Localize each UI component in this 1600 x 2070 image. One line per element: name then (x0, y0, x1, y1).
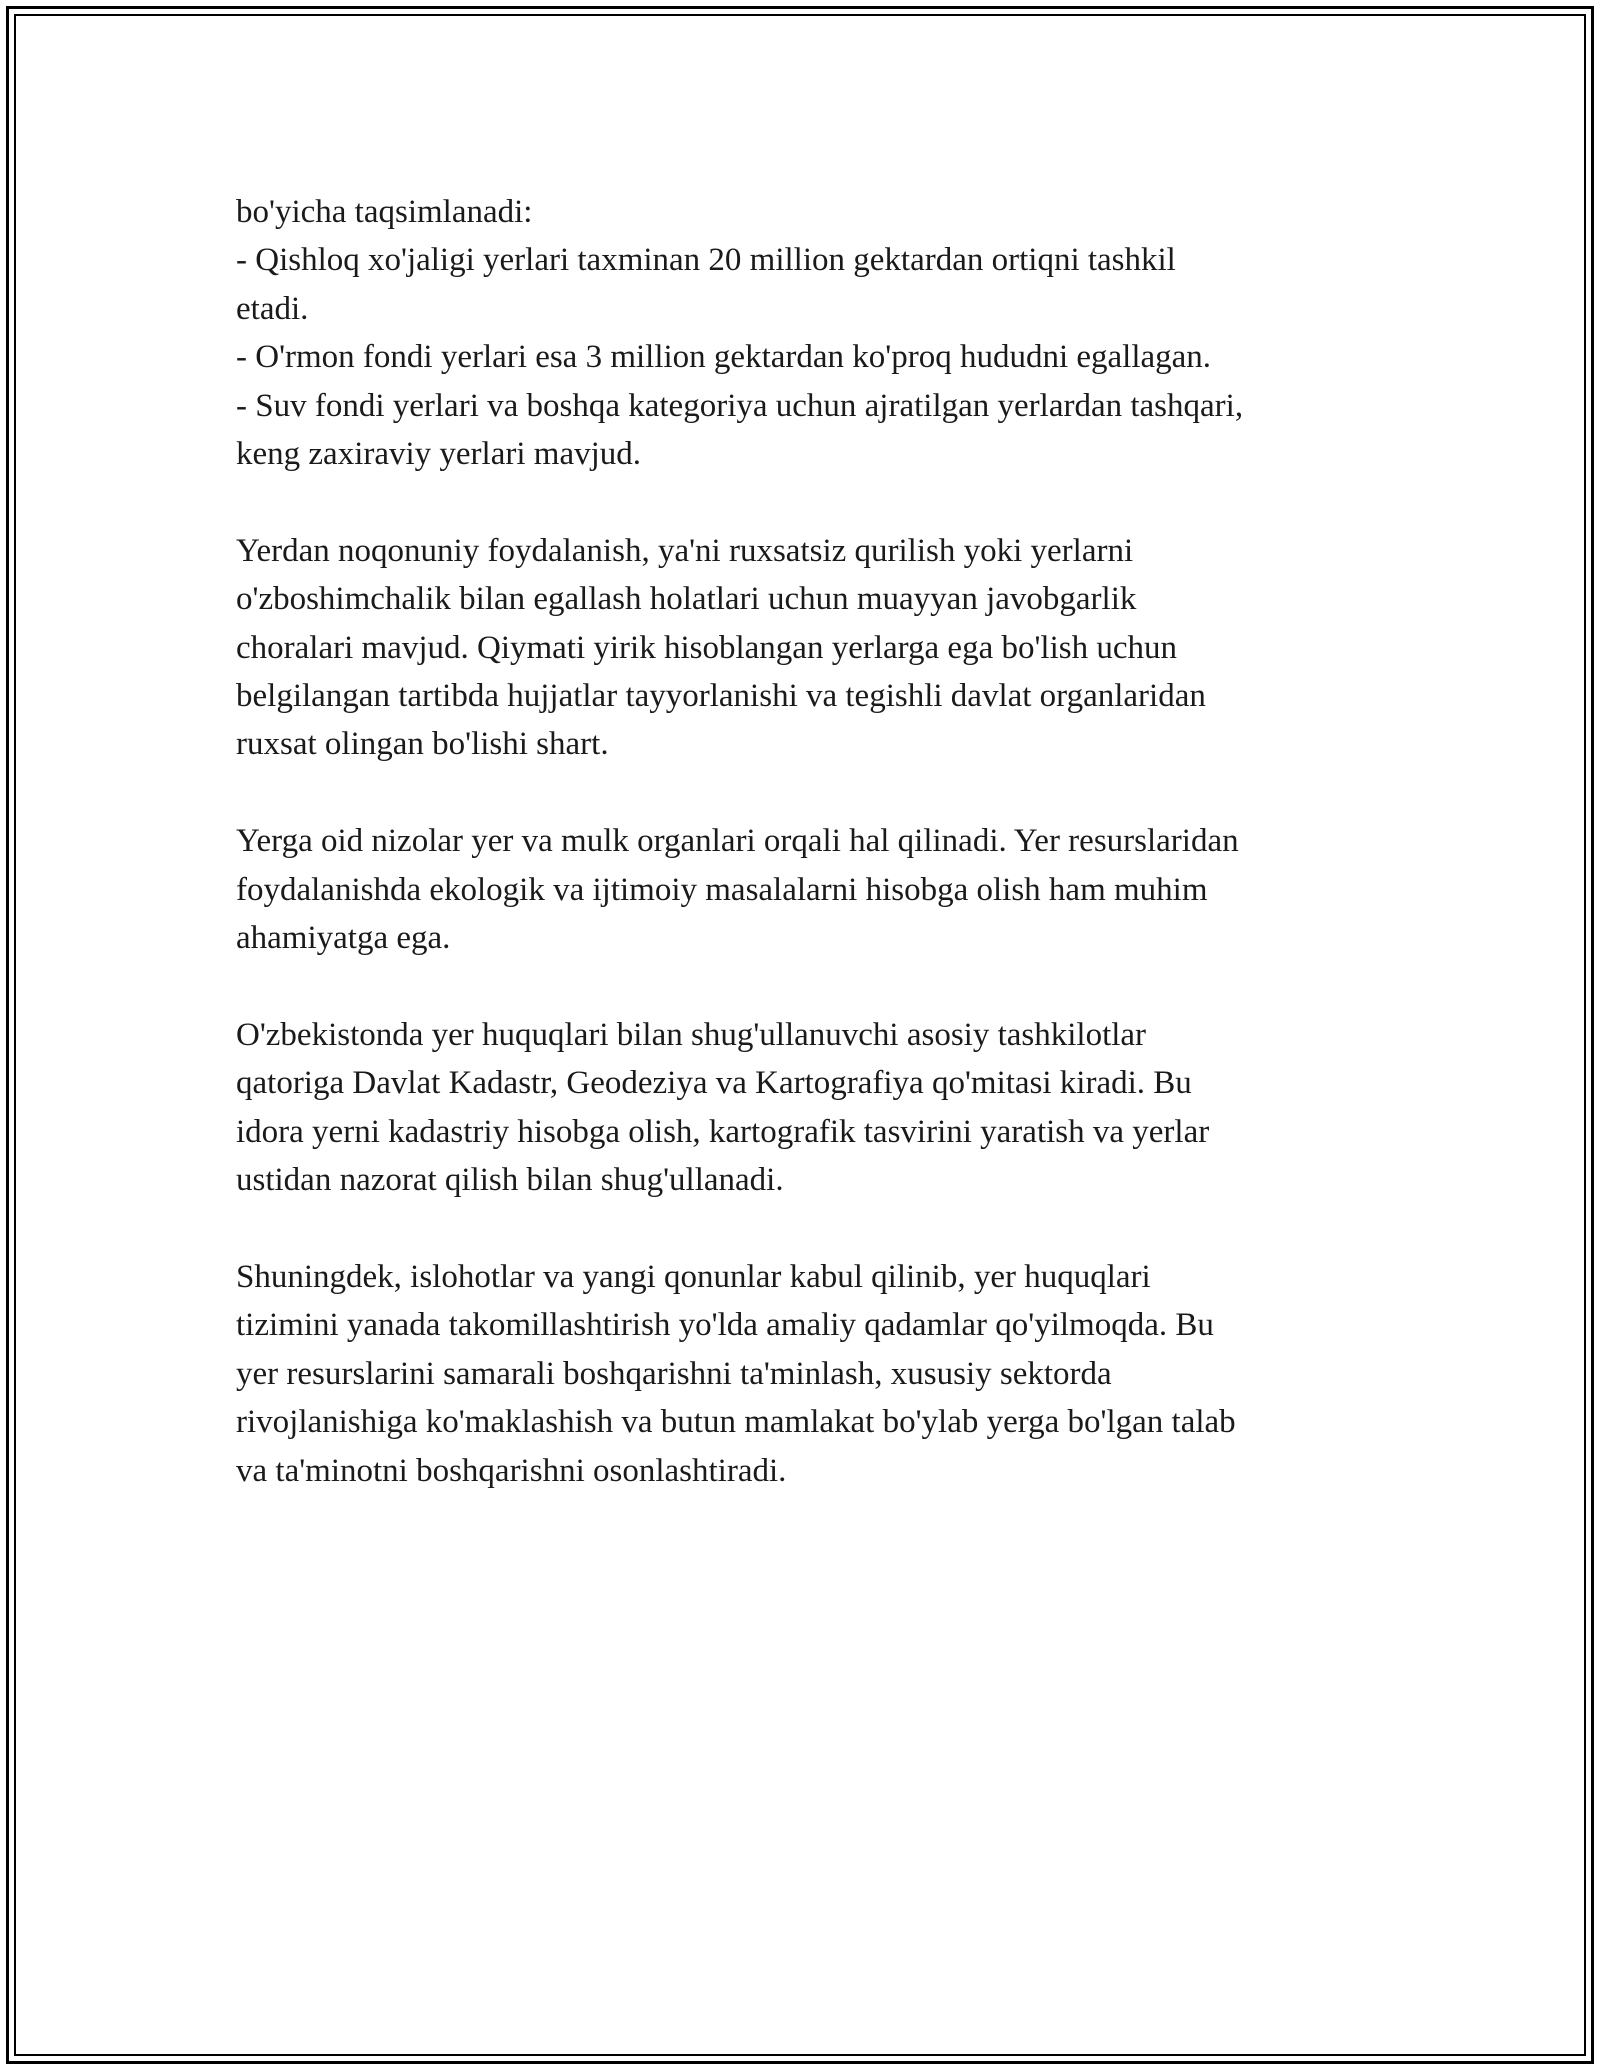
paragraph-reforms (236, 1253, 1386, 1495)
paragraph-disputes (236, 817, 1386, 962)
paragraph-organizations (236, 1011, 1386, 1205)
text-line: idora yerni kadastriy hisobga olish, kartografik tasvirini yaratish va yerlar (236, 1113, 1210, 1150)
text-line: O'zbekistonda yer huquqlari bilan shug'ullanuvchi asosiy tashkilotlar (236, 1016, 1147, 1053)
list-item-agriculture: - Qishloq xo'jaligi yerlari taxminan 20 million gektardan ortiqni tashkil (236, 242, 1176, 279)
list-item-water: - Suv fondi yerlari va boshqa kategoriya uchun ajratilgan yerlardan tashqari, (236, 387, 1244, 424)
text-line: rivojlanishiga ko'maklashish va butun mamlakat bo'ylab yerga bo'lgan talab (236, 1404, 1236, 1441)
text-line: ruxsat olingan bo'lishi shart. (236, 726, 609, 763)
text-line: yer resurslarini samarali boshqarishni ta'minlash, xususiy sektorda (236, 1355, 1112, 1392)
document-body (236, 188, 1386, 1543)
text-line: o'zboshimchalik bilan egallash holatlari uchun muayyan javobgarlik (236, 581, 1137, 618)
text-line: bo'yicha taqsimlanadi: (236, 194, 533, 230)
text-line: Yerga oid nizolar yer va mulk organlari orqali hal qilinadi. Yer resurslaridan (236, 823, 1239, 860)
text-line: keng zaxiraviy yerlari mavjud. (236, 436, 642, 473)
text-line: belgilangan tartibda hujjatlar tayyorlanishi va tegishli davlat organlaridan (236, 678, 1206, 715)
text-line: va ta'minotni boshqarishni osonlashtiradi. (236, 1452, 787, 1489)
paragraph-illegal-use (236, 527, 1386, 769)
text-line: Shuningdek, islohotlar va yangi qonunlar kabul qilinib, yer huquqlari (236, 1258, 1151, 1295)
text-line: foydalanishda ekologik va ijtimoiy masalalarni hisobga olish ham muhim (236, 871, 1208, 908)
text-line: tizimini yanada takomillashtirish yo'lda amaliy qadamlar qo'yilmoqda. Bu (236, 1307, 1214, 1344)
intro-paragraph (236, 188, 1386, 478)
text-line: choralari mavjud. Qiymati yirik hisoblangan yerlarga ega bo'lish uchun (236, 629, 1177, 666)
text-line: ustidan nazorat qilish bilan shug'ullanadi. (236, 1162, 784, 1199)
text-line: etadi. (236, 290, 309, 327)
text-line: ahamiyatga ega. (236, 920, 451, 957)
text-line: qatoriga Davlat Kadastr, Geodeziya va Kartografiya qo'mitasi kiradi. Bu (236, 1065, 1192, 1102)
text-line: Yerdan noqonuniy foydalanish, ya'ni ruxsatsiz qurilish yoki yerlarni (236, 532, 1134, 569)
list-item-forest: - O'rmon fondi yerlari esa 3 million gektardan ko'proq hududni egallagan. (236, 339, 1212, 376)
